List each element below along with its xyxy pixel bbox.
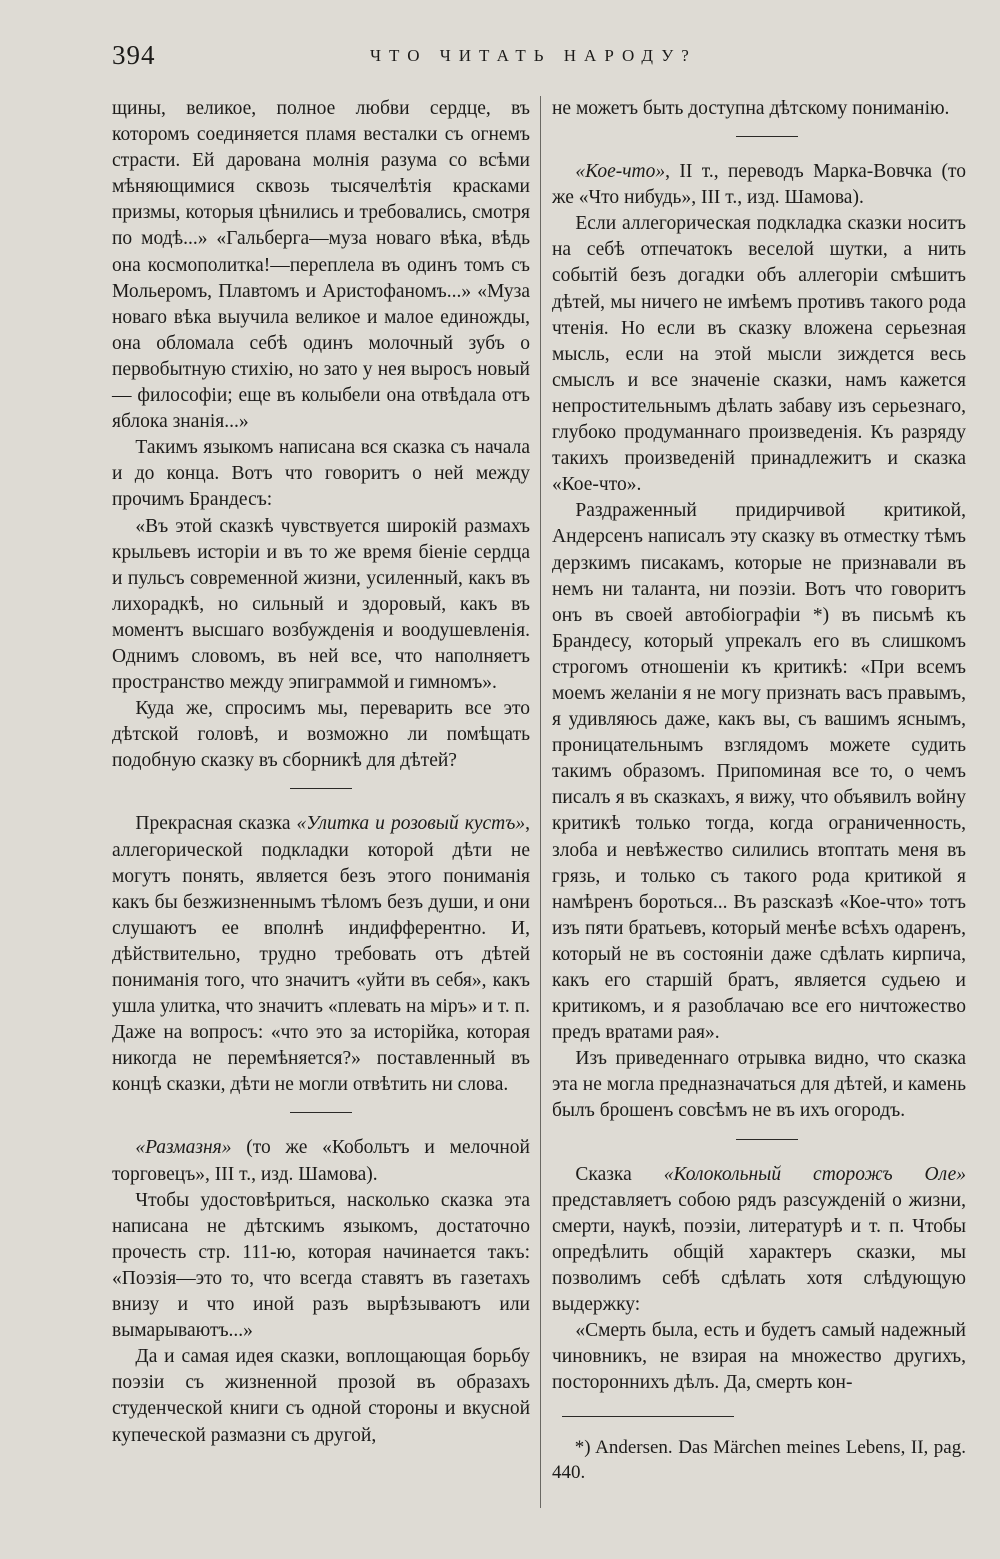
text-span: представляетъ собою рядъ разсужденій о жизни, смерти, наукѣ, поэзіи, литературѣ и т. п. Чтобы опредѣлить общій характеръ сказки, мы позволимъ себѣ сдѣлать хотя слѣдующую выдержку: (552, 1189, 966, 1316)
paragraph: Изъ приведеннаго отрывка видно, что сказка эта не могла предназначаться для дѣтей, и камень былъ брошенъ совсѣмъ не въ ихъ огородъ. (552, 1048, 966, 1122)
story-title: «Кое-что» (575, 161, 666, 183)
section-divider (736, 1139, 798, 1140)
text-span: , II т., переводъ Марка-Вовчка (то же «Что нибудь», III т., изд. Шамова). (552, 161, 966, 209)
text-span: (то же «Кобольтъ и мелочной торговецъ», III т., изд. Шамова). (112, 1137, 530, 1185)
section-divider (290, 1112, 352, 1113)
section-divider (290, 788, 352, 789)
paragraph (552, 159, 966, 211)
story-title: «Размазня» (135, 1137, 232, 1159)
text-span: Сказка (575, 1163, 664, 1185)
paragraph: Такимъ языкомъ написана вся сказка съ начала и до конца. Вотъ что говоритъ о ней между прочимъ Брандесъ: (112, 437, 530, 511)
section-divider (736, 136, 798, 137)
paragraph: щины, великое, полное любви сердце, въ которомъ соединяется пламя весталки съ огнемъ страсти. Ей дарована молнія разума со всѣми мѣняющимися сквозь тысячелѣтія красками призмы, которыя цѣнились и требовались, смотря по модѣ...» «Гальберга—муза новаго вѣка, вѣдь она космополитка!—переплела въ одинъ томъ съ Мольеромъ, Плавтомъ и Аристофаномъ...» «Муза новаго вѣка выучила великое и малое единожды, она обломала себѣ одинъ молочный зубъ о первобытную стихію, но зато у нея выросъ новый — философіи; еще въ колыбели она отвѣдала отъ яблока знанія...» (112, 98, 530, 433)
quote-paragraph: «Въ этой сказкѣ чувствуется широкій размахъ крыльевъ исторіи и въ то же время біеніе сердца и пульсъ современной жизни, усиленный, какъ въ лихорадкѣ, но сильный и здоровый, какъ въ моментъ высшаго возбужденія и воодушевленія. Однимъ словомъ, въ ней все, что наполняетъ пространство между эпиграммой и гимномъ». (112, 515, 530, 694)
footnote: *) Andersen. Das Märchen meines Lebens, II, pag. 440. (552, 1437, 966, 1484)
paragraph: Да и самая идея сказки, воплощающая борьбу поэзіи съ жизненной прозой въ образахъ студенческой книги съ одной стороны и вкусной купеческой размазни съ другой, (112, 1346, 530, 1446)
paragraph: не можетъ быть доступна дѣтскому пониманію. (552, 98, 950, 119)
paragraph: Чтобы удостовѣриться, насколько сказка эта написана не дѣтскимъ языкомъ, достаточно прочесть стр. 111-ю, которая начинается такъ: «Поэзія—это то, что всегда ставятъ въ газетахъ внизу и что иной разъ вырѣзываютъ или вымарываютъ...» (112, 1189, 530, 1342)
page-header (112, 40, 962, 76)
text-span: , аллегорической подкладки которой дѣти не могутъ понять, является безъ этого пониманія какъ бы безжизненнымъ тѣломъ безъ души, и они слушаютъ ее вполнѣ индифферентно. И, дѣйствительно, трудно требовать отъ дѣтей пониманія того, что значитъ «уйти въ себя», какъ ушла улитка, что значитъ «плевать на міръ» и т. п. Даже на вопросъ: «что это за исторійка, которая никогда не перемѣняется?» поставленный въ концѣ сказки, дѣти не могли отвѣтить ни слова. (112, 813, 530, 1096)
left-column (112, 96, 530, 1449)
paragraph (112, 1135, 530, 1187)
paragraph: Раздраженный придирчивой критикой, Андерсенъ написалъ эту сказку въ отместку тѣмъ дерзкимъ писакамъ, которые не признавали въ немъ ни таланта, ни поэзіи. Вотъ что говоритъ онъ въ своей автобіографіи *) въ письмѣ къ Брандесу, который упрекалъ его въ слишкомъ строгомъ отношеніи къ критикѣ: «При всемъ моемъ желаніи я не могу признать васъ правымъ, я удивляюсь даже, какъ вы, съ вашимъ яснымъ, проницательнымъ взглядомъ можете судить такимъ образомъ. Припоминая все то, о чемъ писалъ я въ сказкахъ, я вижу, что объявилъ войну критикѣ только тогда, когда ограниченность, злоба и невѣжество силились втоптать меня въ грязь, и только съ такого рода критикой я намѣренъ бороться... Въ разсказѣ «Кое-что» тотъ изъ пяти братьевъ, который менѣе всѣхъ одаренъ, который не въ состояніи даже сдѣлать кирпича, какъ его старшій братъ, является судьею и критикомъ, и я разоблачаю все его ничтожество предъ вратами рая». (552, 500, 966, 1044)
paragraph (112, 811, 530, 1098)
story-title: «Улитка и розовый кустъ» (296, 813, 526, 835)
column-divider (540, 96, 541, 1508)
paragraph (552, 1162, 966, 1319)
page-number: 394 (112, 40, 156, 70)
text-span: Прекрасная сказка (135, 813, 297, 835)
right-column (552, 96, 966, 1485)
paragraph: Куда же, спросимъ мы, переварить все это дѣтской головѣ, и возможно ли помѣщать подобную сказку въ сборникѣ для дѣтей? (112, 698, 530, 772)
story-title: «Колокольный сторожъ Оле» (663, 1163, 966, 1185)
quote-paragraph: «Смерть была, есть и будетъ самый надежный чиновникъ, не взирая на множество другихъ, постороннихъ дѣлъ. Да, смерть кон- (552, 1320, 966, 1394)
paragraph: Если аллегорическая подкладка сказки носитъ на себѣ отпечатокъ веселой шутки, а нить событій безъ догадки объ аллегоріи смѣшитъ дѣтей, мы ничего не имѣемъ противъ такого рода чтенія. Но если въ сказку вложена серьезная мысль, если на этой мысли зиждется весь смыслъ и все значеніе сказки, намъ кажется непростительнымъ дѣлать забаву изъ серьезнаго, глубоко продуманнаго произведенія. Къ разряду такихъ произведеній принадлежитъ и сказка «Кое-что». (552, 213, 966, 496)
footnote-rule (562, 1416, 734, 1417)
running-title: ЧТО ЧИТАТЬ НАРОДУ? (370, 46, 697, 65)
